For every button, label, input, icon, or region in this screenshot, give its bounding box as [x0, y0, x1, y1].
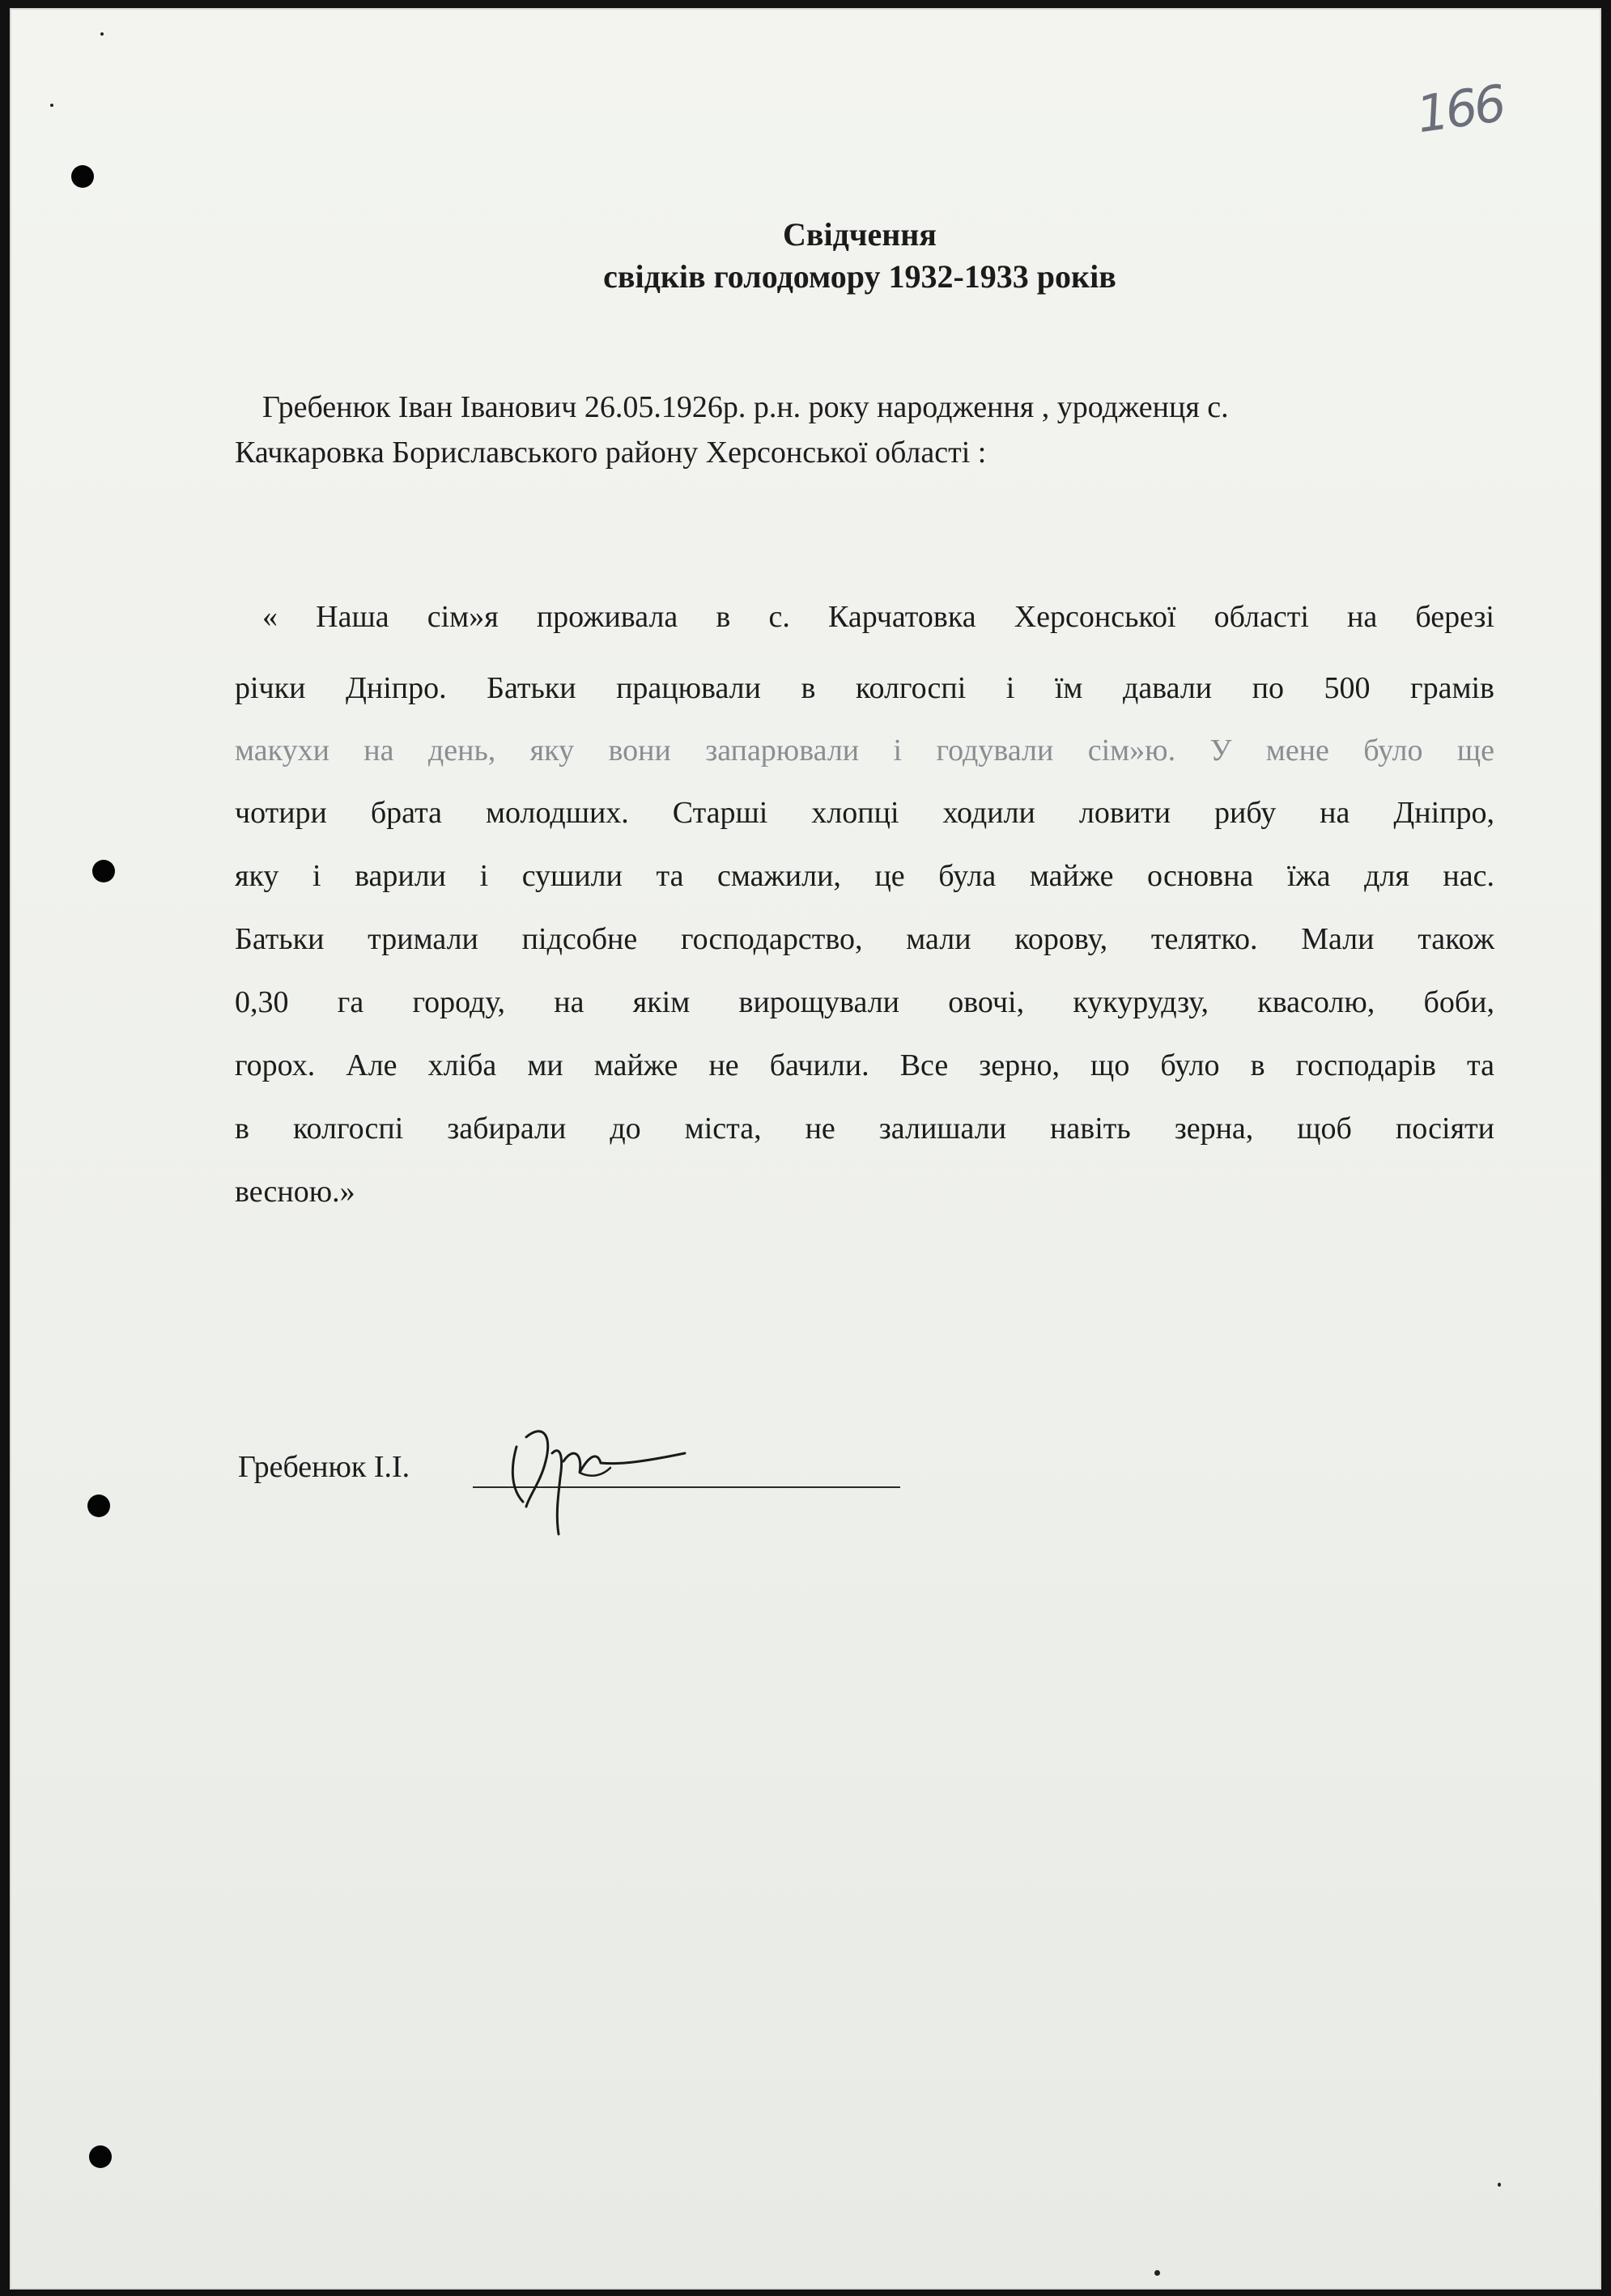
testimony-line: макухи на день, яку вони запарювали і годували сім»ю. У мене було ще: [235, 733, 1494, 767]
dust-speck: [1154, 2270, 1160, 2276]
binder-hole-3: [87, 1495, 110, 1517]
document-page: [10, 8, 1601, 2290]
signature-label: Гребенюк І.І.: [238, 1450, 410, 1484]
testimony-line: 0,30 га городу, на якім вирощували овочі, кукурудзу, квасолю, боби,: [235, 985, 1494, 1019]
handwritten-signature: [495, 1405, 706, 1542]
binder-hole-1: [71, 165, 94, 188]
document-subtitle: свідків голодомору 1932-1933 років: [603, 258, 1116, 295]
dust-speck: [50, 104, 53, 107]
testimony-line: чотири брата молодших. Старші хлопці ходили ловити рибу на Дніпро,: [235, 796, 1494, 830]
handwritten-page-number: 166: [1413, 73, 1507, 145]
binder-hole-4: [89, 2145, 112, 2168]
testimony-line: весною.»: [235, 1175, 355, 1209]
witness-info-line-1: Гребенюк Іван Іванович 26.05.1926р. р.н. року народження , уродженця с.: [262, 390, 1229, 424]
testimony-line: в колгоспі забирали до міста, не залишали навіть зерна, щоб посіяти: [235, 1112, 1494, 1146]
testimony-line: горох. Але хліба ми майже не бачили. Все зерно, що було в господарів та: [235, 1048, 1494, 1082]
testimony-line: яку і варили і сушили та смажили, це була майже основна їжа для нас.: [235, 859, 1494, 893]
binder-hole-2: [92, 860, 115, 882]
testimony-line: « Наша сім»я проживала в с. Карчатовка Херсонської області на березі: [262, 600, 1494, 634]
witness-info-line-2: Качкаровка Бориславського району Херсонської області :: [235, 436, 987, 470]
document-title: Свідчення: [783, 216, 937, 253]
dust-speck: [100, 32, 104, 36]
dust-speck: [1498, 2183, 1501, 2187]
testimony-line: Батьки тримали підсобне господарство, мали корову, телятко. Мали також: [235, 922, 1494, 956]
testimony-line: річки Дніпро. Батьки працювали в колгоспі і їм давали по 500 грамів: [235, 671, 1494, 705]
